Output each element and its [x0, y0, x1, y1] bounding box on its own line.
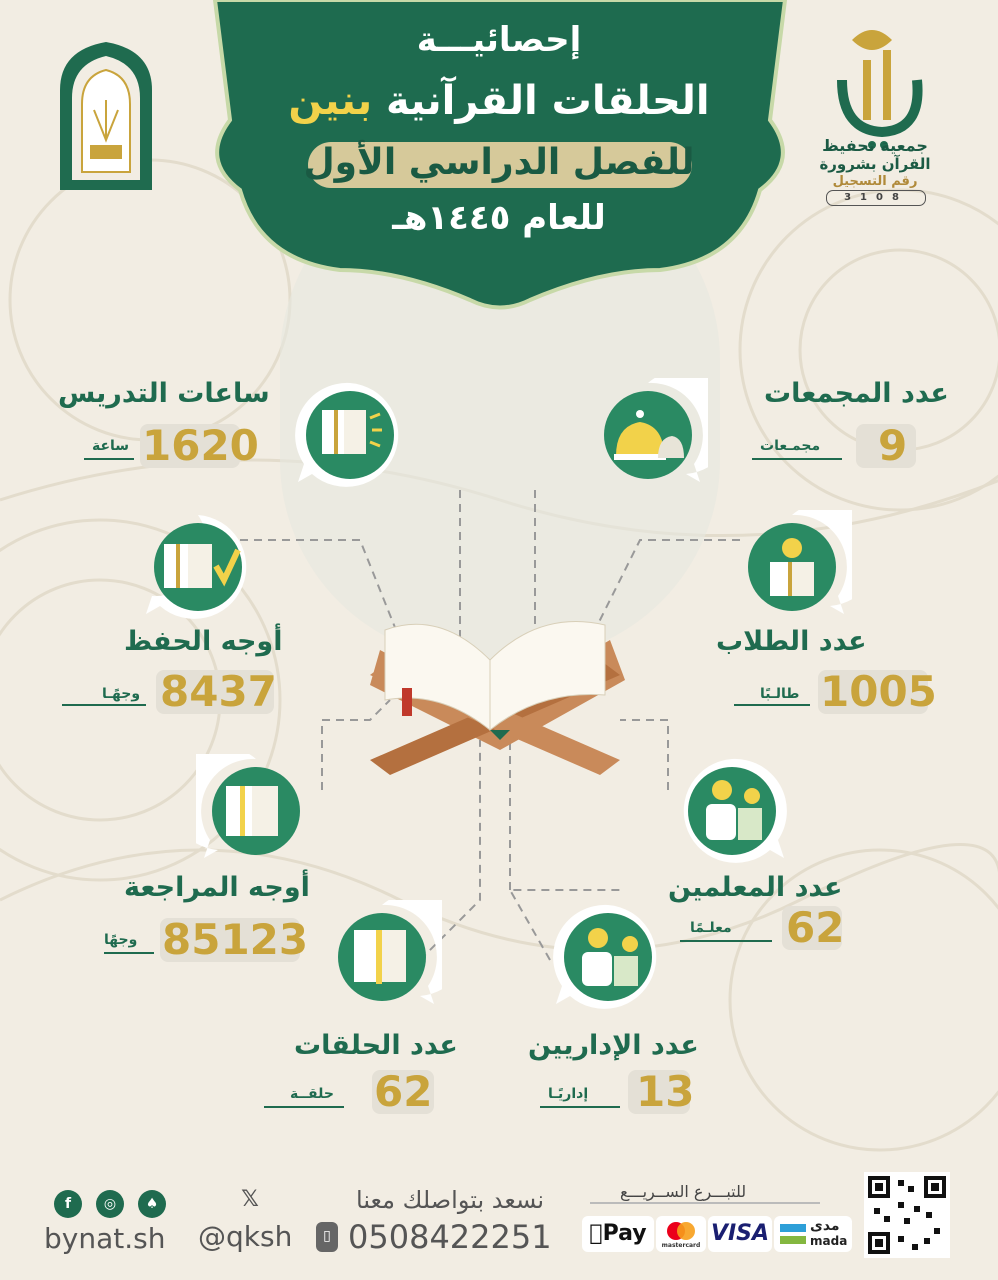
memorization-unit: وجهًـا	[102, 686, 141, 702]
students-value: 1005	[820, 667, 937, 716]
apple-pay-button[interactable]	[582, 1216, 654, 1252]
mada-button[interactable]	[774, 1216, 852, 1252]
book-check-icon	[138, 510, 258, 620]
admins-icon	[548, 900, 668, 1010]
circles-underline	[264, 1106, 344, 1108]
contact-label: نسعد بتواصلك معنا	[356, 1186, 545, 1214]
book-bookmark-icon	[322, 900, 442, 1010]
admins-label: عدد الإداريين	[528, 1030, 699, 1061]
open-book-clock-icon	[290, 378, 410, 488]
association-name-line2: القرآن بشرورة	[819, 155, 931, 173]
mastercard-button[interactable]	[656, 1216, 706, 1252]
open-book-icon	[196, 754, 316, 864]
review-unit: وجهًا	[104, 932, 138, 948]
review-value: 85123	[162, 915, 309, 964]
registration-label: رقم التسجيل	[832, 174, 918, 189]
header-title-line4: للعام ١٤٤٥هـ	[392, 198, 606, 238]
circles-label: عدد الحلقات	[294, 1030, 458, 1061]
mada-arabic: مدى	[810, 1218, 840, 1234]
admins-underline	[540, 1106, 620, 1108]
students-underline	[734, 704, 810, 706]
circles-value: 62	[374, 1067, 433, 1116]
admins-unit: إداريًـا	[548, 1086, 589, 1102]
review-underline	[104, 952, 154, 954]
teachers-icon	[672, 754, 792, 864]
teachers-underline	[680, 940, 772, 942]
instagram-icon[interactable]: ◎	[96, 1190, 124, 1218]
mastercard-label: mastercard	[661, 1242, 701, 1249]
phone-number[interactable]: 0508422251	[348, 1218, 552, 1256]
teachers-unit: معلـمًا	[690, 920, 732, 936]
donate-label: للتبـــرع الســريـــع	[620, 1182, 747, 1201]
website-link[interactable]: bynat.sh	[44, 1222, 166, 1255]
registration-number: 3108	[826, 190, 926, 206]
header-title-line1: إحصائيـــة	[416, 20, 582, 60]
complexes-unit: مجمـعات	[760, 438, 821, 454]
memorization-label: أوجه الحفظ	[124, 626, 283, 657]
teaching-hours-value: 1620	[142, 421, 259, 470]
circles-unit: حلقــة	[290, 1086, 334, 1102]
quran-stand-illustration	[340, 600, 650, 800]
teachers-value: 62	[786, 903, 845, 952]
students-unit: طالـبًا	[760, 686, 800, 702]
teachers-label: عدد المعلمين	[668, 872, 843, 903]
association-name-line1: جمعية تحفيظ	[822, 136, 928, 155]
review-label: أوجه المراجعة	[124, 872, 310, 903]
header-title-line3: للفصل الدراسي الأول	[303, 142, 695, 183]
visa-button[interactable]: VISA	[708, 1216, 772, 1252]
snapchat-icon[interactable]: ♠	[138, 1190, 166, 1218]
mada-english: mada	[810, 1234, 848, 1248]
mosque-dome-icon	[588, 378, 708, 488]
memorization-value: 8437	[160, 667, 277, 716]
header-title-highlight: بنين	[288, 78, 373, 124]
apple-pay-label: Pay	[595, 1221, 641, 1246]
memorization-underline	[62, 704, 146, 706]
admins-value: 13	[636, 1067, 695, 1116]
apple-icon	[589, 1221, 602, 1246]
complexes-value: 9	[878, 421, 908, 470]
teaching-hours-underline	[84, 458, 134, 460]
phone-icon: ▯	[316, 1222, 338, 1252]
students-label: عدد الطلاب	[716, 626, 867, 657]
twitter-handle[interactable]: @qksh	[198, 1220, 293, 1253]
teaching-hours-unit: ساعة	[92, 438, 130, 454]
x-twitter-icon[interactable]: 𝕏	[241, 1187, 259, 1212]
qr-code[interactable]	[864, 1172, 950, 1258]
header-title-main: الحلقات القرآنية	[386, 78, 710, 124]
facebook-icon[interactable]: f	[54, 1190, 82, 1218]
teaching-hours-label: ساعات التدريس	[58, 378, 270, 409]
complexes-label: عدد المجمعات	[764, 378, 949, 409]
complexes-underline	[752, 458, 842, 460]
student-reading-icon	[732, 510, 852, 620]
donate-underline	[590, 1202, 820, 1204]
